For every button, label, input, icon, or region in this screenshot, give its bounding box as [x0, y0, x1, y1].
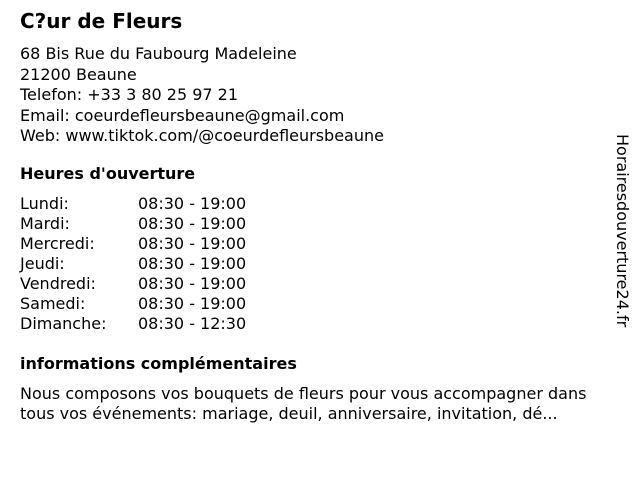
site-watermark: Horairesdouverture24.fr [613, 134, 632, 328]
hours-row-monday [20, 194, 280, 214]
day-label: Lundi: [20, 194, 69, 213]
additional-info-heading: informations complémentaires [20, 354, 297, 373]
description-line: Nous composons vos bouquets de fleurs pour vous accompagner dans [20, 384, 587, 403]
day-label: Dimanche: [20, 314, 107, 333]
day-hours: 08:30 - 19:00 [138, 214, 247, 233]
day-label: Vendredi: [20, 274, 96, 293]
description-line: tous vos événements: mariage, deuil, anniversaire, invitation, dé... [20, 404, 558, 423]
day-hours: 08:30 - 19:00 [138, 294, 247, 313]
day-hours: 08:30 - 19:00 [138, 194, 247, 213]
contact-block [20, 44, 384, 147]
hours-row-friday [20, 274, 280, 294]
day-label: Mercredi: [20, 234, 95, 253]
hours-row-saturday [20, 294, 280, 314]
phone-number: Telefon: +33 3 80 25 97 21 [20, 85, 239, 104]
email-address: Email: coeurdefleursbeaune@gmail.com [20, 105, 345, 125]
opening-hours-table [20, 194, 280, 334]
business-name: C?ur de Fleurs [20, 9, 183, 33]
day-label: Jeudi: [20, 254, 65, 273]
hours-row-sunday [20, 314, 280, 334]
hours-row-wednesday [20, 234, 280, 254]
hours-row-tuesday [20, 214, 280, 234]
website: Web: www.tiktok.com/@coeurdefleursbeaune [20, 126, 384, 145]
day-hours: 08:30 - 19:00 [138, 254, 247, 273]
business-description [20, 384, 636, 424]
day-label: Mardi: [20, 214, 70, 233]
address-city: 21200 Beaune [20, 64, 137, 84]
address-street: 68 Bis Rue du Faubourg Madeleine [20, 44, 297, 63]
day-hours: 08:30 - 19:00 [138, 274, 247, 293]
opening-hours-heading: Heures d'ouverture [20, 164, 196, 183]
day-hours: 08:30 - 19:00 [138, 234, 247, 253]
day-hours: 08:30 - 12:30 [138, 314, 247, 333]
day-label: Samedi: [20, 294, 86, 313]
hours-row-thursday [20, 254, 280, 274]
